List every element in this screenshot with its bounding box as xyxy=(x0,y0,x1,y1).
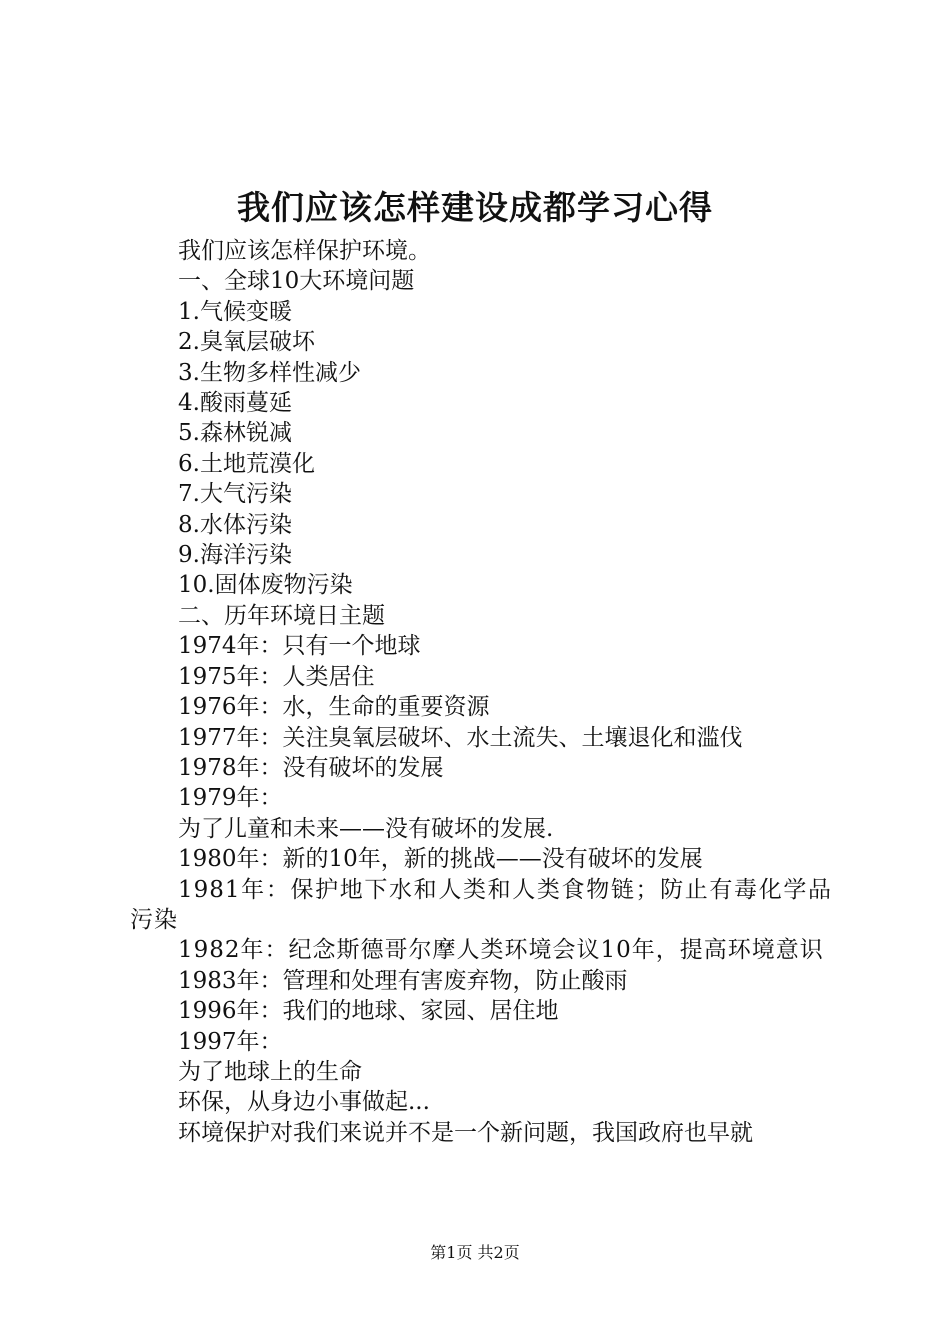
list-item: 8.水体污染 xyxy=(178,511,292,538)
section-heading: 二、历年环境日主题 xyxy=(178,602,385,629)
theme-line: 1977年：关注臭氧层破坏、水土流失、土壤退化和滥伐 xyxy=(178,724,743,751)
theme-line: 1980年：新的10年，新的挑战——没有破坏的发展 xyxy=(178,846,703,873)
body-line: 环境保护对我们来说并不是一个新问题，我国政府也早就 xyxy=(178,1119,753,1146)
theme-line: 1979年： xyxy=(178,785,283,812)
body-line: 我们应该怎样保护环境。 xyxy=(178,238,431,264)
list-item: 1.气候变暖 xyxy=(178,298,292,325)
theme-line: 1982年：纪念斯德哥尔摩人类环境会议10年，提高环境意识 xyxy=(178,937,824,964)
section-heading: 一、全球10大环境问题 xyxy=(178,268,415,295)
theme-line: 1975年：人类居住 xyxy=(178,663,375,690)
list-item: 5.森林锐减 xyxy=(178,420,292,447)
theme-line: 1997年： xyxy=(178,1028,283,1055)
theme-line: 1981年：保护地下水和人类和人类食物链；防止有毒化学品污染 xyxy=(130,876,832,933)
page-footer: 第1页 共2页 xyxy=(430,1243,520,1262)
theme-line: 1978年：没有破坏的发展 xyxy=(178,754,444,781)
list-item: 6.土地荒漠化 xyxy=(178,450,315,477)
document-body xyxy=(130,236,832,1148)
body-line: 环保，从身边小事做起... xyxy=(178,1089,430,1116)
list-item: 9.海洋污染 xyxy=(178,542,292,569)
list-item: 10.固体废物污染 xyxy=(178,572,353,599)
theme-line: 为了儿童和未来——没有破坏的发展. xyxy=(178,815,554,842)
theme-line: 1983年：管理和处理有害废弃物，防止酸雨 xyxy=(178,967,628,994)
list-item: 2.臭氧层破坏 xyxy=(178,329,315,356)
theme-line: 1976年：水，生命的重要资源 xyxy=(178,694,490,721)
document-title: 我们应该怎样建设成都学习心得 xyxy=(237,188,713,227)
theme-line: 1996年：我们的地球、家园、居住地 xyxy=(178,998,559,1025)
theme-line: 1974年：只有一个地球 xyxy=(178,633,421,660)
theme-line: 为了地球上的生命 xyxy=(178,1058,362,1085)
list-item: 7.大气污染 xyxy=(178,481,292,508)
list-item: 3.生物多样性减少 xyxy=(178,359,361,386)
list-item: 4.酸雨蔓延 xyxy=(178,390,292,417)
